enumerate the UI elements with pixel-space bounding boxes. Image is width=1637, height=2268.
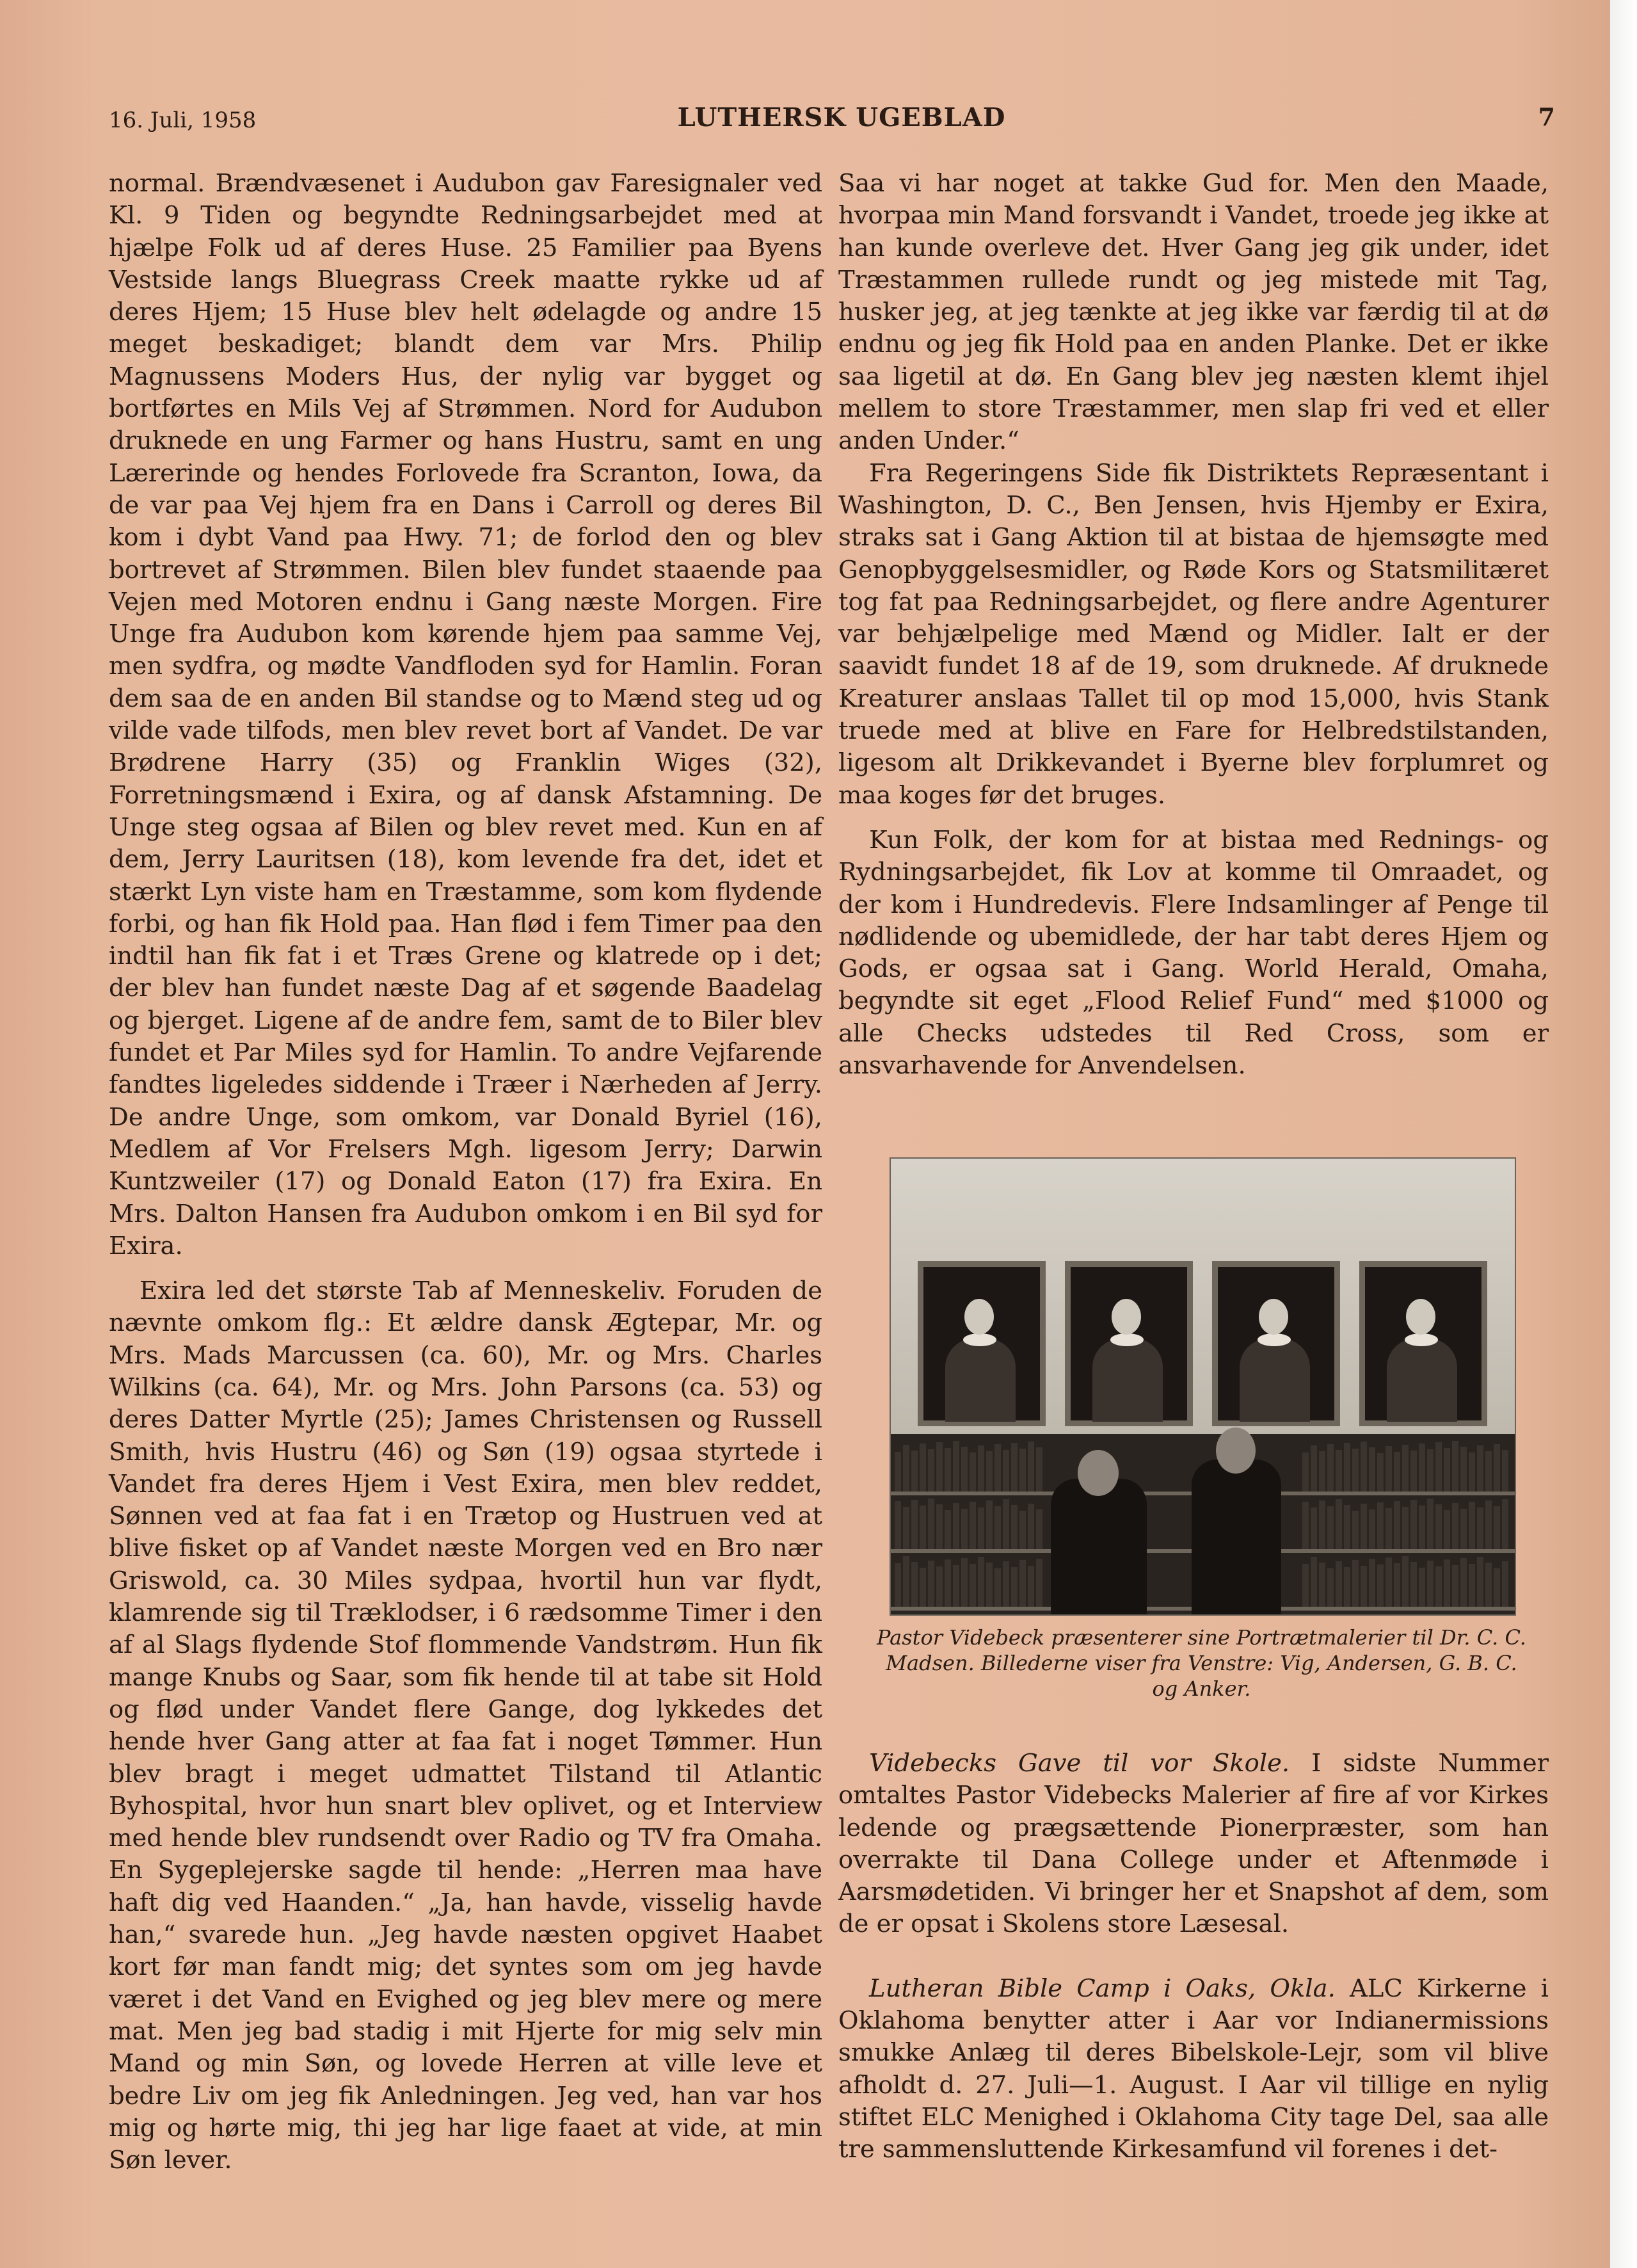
book-spine <box>1435 1504 1442 1549</box>
book-spine <box>1444 1510 1450 1549</box>
portrait-frame <box>1359 1261 1487 1426</box>
book-spine <box>1452 1565 1458 1607</box>
book-spine <box>1319 1563 1325 1607</box>
article-paragraph: Exira led det største Tab af Menneskeliv. Foruden de nævnte omkom flg.: Et ældre dansk Ægtepar, Mr. og Mrs. Mads Marcussen (ca. 60), Mr. og Mrs. Charles Wilkins (ca. 64), Mr. og Mrs. John Parsons (ca. 53) og deres Datter Myrtle (25); James Christensen og Russell Smith, hvis Hustru (46) og Søn (19) ogsaa styrtede i Vandet fra deres Hjem i Vest Exira, men blev reddet, Sønnen ved at faa fat i en Trætop og Hustruen ved at blive fisket op af Vandet næste Morgen ved en Bro nær Griswold, ca. 30 Miles sydpaa, hvortil hun var flydt, klamrende sig til Træklodser, i 6 rædsomme Timer i den af al Slags flydende Stof flommende Vandstrøm. Hun fik mange Knubs og Saar, som fik hende til at tabe sit Hold og flød under Vandet flere Gange, dog lykkedes det hende hver Gang atter at faa fat i noget Tømmer. Hun blev bragt i meget udmattet Tilstand til Atlantic Byhospital, hvor hun snart blev oplivet, og et Interview med hende blev rundsendt over Radio og TV fra Omaha. En Sygeplejerske sagde til hende: „Herren maa have haft dig ved Haanden.“ „Ja, han havde, visselig havde han,“ svarede hun. „Jeg havde næsten opgivet Haabet kort før man fandt mig; det syntes som om jeg havde været i det Vand en Evighed og jeg blev mere og mere mat. Men jeg bad stadig i mit Hjerte for mig selv min Mand og min Søn, og lovede Herren at ville leve et bedre Liv om jeg fik Anledningen. Jeg ved, han var hos mig og hørte mig, thi jeg har lige faaet at vide, at min Søn lever. <box>109 1276 822 2175</box>
book-spine <box>1377 1564 1384 1607</box>
book-spine <box>1377 1453 1384 1492</box>
book-spine <box>1410 1451 1417 1492</box>
book-spine <box>920 1506 926 1549</box>
book-spine <box>1502 1499 1508 1549</box>
book-spine <box>1028 1442 1034 1492</box>
book-spine <box>1036 1447 1042 1492</box>
book-spine <box>1394 1501 1400 1549</box>
paragraph-body: I sidste Nummer omtaltes Pastor Videbecks Malerier af fire af vor Kirkes ledende og prægsættende Pionerpræster, som han overrakte til Dana College under et Aftenmøde i Aarsmødetiden. Vi bringer her et Snapshot af dem, som de er opsat i Skolens store Læsesal. <box>838 1749 1549 1939</box>
book-spine <box>1427 1499 1433 1549</box>
book-spine <box>1452 1441 1458 1492</box>
book-spine <box>1377 1502 1384 1549</box>
paragraph-body: ALC Kirkerne i Oklahoma benytter atter i Aar vor Indianermissions smukke Anlæg til deres Bibelskole-Lejr, som vil blive afholdt d. 27. Juli—1. August. I Aar vil tillige en nylig stiftet ELC Menighed i Oklahoma City tage Del, saa alle tre sammensluttende Kirkesamfund vil forenes i det- <box>838 1974 1549 2164</box>
book-spine <box>1302 1452 1309 1492</box>
book-spine <box>961 1447 968 1492</box>
book-spine <box>986 1451 993 1492</box>
page-number: 7 <box>1538 102 1555 131</box>
book-spine <box>1494 1506 1500 1549</box>
book-spine <box>970 1452 976 1492</box>
article-paragraph <box>838 1748 1549 1941</box>
book-spine <box>986 1500 993 1549</box>
pastor-figure <box>1051 1479 1147 1614</box>
book-spine <box>1427 1449 1433 1492</box>
book-spine <box>1469 1502 1475 1549</box>
book-spine <box>1477 1445 1483 1492</box>
book-spine <box>911 1500 918 1549</box>
book-spine <box>1419 1506 1425 1549</box>
book-spine <box>1402 1556 1409 1607</box>
photo-caption: Pastor Videbeck præsenterer sine Portrætmalerier til Dr. C. C. Madsen. Billederne viser fra Venstre: Vig, Andersen, G. B. C. og Anker. <box>877 1625 1526 1701</box>
book-spine <box>1485 1500 1492 1549</box>
book-spine <box>1369 1447 1375 1492</box>
book-spine <box>928 1449 934 1492</box>
book-spine <box>1502 1561 1508 1607</box>
book-spine <box>1003 1561 1009 1607</box>
book-spine <box>903 1556 909 1607</box>
book-spine <box>1485 1563 1492 1607</box>
book-spine <box>936 1566 943 1607</box>
book-spine <box>1394 1563 1400 1607</box>
book-spine <box>1385 1557 1392 1607</box>
issue-date: 16. Juli, 1958 <box>109 108 257 133</box>
book-spine <box>1003 1450 1009 1492</box>
book-spine <box>1419 1444 1425 1492</box>
book-spine <box>1311 1557 1317 1607</box>
article-paragraph: Fra Regeringens Side fik Distriktets Repræsentant i Washington, D. C., Ben Jensen, hvis Hjemby er Exira, straks sat i Gang Aktion til at bistaa de hjemsøgte med Genopbyggelsesmidler, og Røde Kors og Statsmilitæret tog fat paa Redningsarbejdet, og flere andre Agenturer var behjælpelige med Mænd og Midler. Ialt er der saavidt fundet 18 af de 19, som druknede. Af druknede Kreaturer anslaas Tallet til op mod 15,000, hvis Stank truede med at blive en Fare for Helbredstilstanden, ligesom alt Drikkevandet i Byerne blev forplumret og maa koges før det bruges. <box>838 458 1549 810</box>
book-spine <box>936 1442 943 1492</box>
article-paragraph: Kun Folk, der kom for at bistaa med Rednings- og Rydningsarbejdet, fik Lov at komme til Omraadet, og der kom i Hundredevis. Flere Indsamlinger af Penge til nødlidende og ubemidlede, der har tabt deres Hjem og Gods, er ogsaa sat i Gang. World Herald, Omaha, begyndte sit eget „Flood Relief Fund“ med $1000 og alle Checks udstedes til Red Cross, som er ansvarhavende for Anvendelsen. <box>838 825 1549 1081</box>
book-spine <box>911 1562 918 1607</box>
book-spine <box>1460 1558 1467 1607</box>
book-spine <box>1444 1559 1450 1607</box>
book-spine <box>1011 1505 1018 1549</box>
scan-border <box>1610 0 1637 2268</box>
book-spine <box>1385 1508 1392 1549</box>
book-spine <box>1460 1509 1467 1549</box>
book-spine <box>1028 1566 1034 1607</box>
book-spine <box>936 1504 943 1549</box>
book-spine <box>1385 1446 1392 1492</box>
book-spine <box>1460 1447 1467 1492</box>
book-spine <box>1019 1449 1026 1492</box>
book-spine <box>970 1502 976 1549</box>
portrait-frame <box>1065 1261 1193 1426</box>
book-spine <box>1311 1445 1317 1492</box>
book-spine <box>1327 1506 1334 1549</box>
book-spine <box>978 1445 984 1492</box>
book-spine <box>1361 1504 1367 1549</box>
book-spine <box>1427 1561 1433 1607</box>
book-spine <box>953 1441 959 1492</box>
book-spine <box>895 1563 901 1607</box>
book-spine <box>1361 1566 1367 1607</box>
book-spine <box>895 1452 901 1492</box>
book-spine <box>911 1451 918 1492</box>
book-spine <box>1327 1568 1334 1607</box>
book-spine <box>920 1444 926 1492</box>
madsen-figure <box>1192 1460 1281 1614</box>
pastor-head <box>1078 1450 1119 1496</box>
book-spine <box>1402 1445 1409 1492</box>
book-spine <box>994 1506 1001 1549</box>
book-spine <box>1036 1559 1042 1607</box>
article-paragraph: normal. Brændvæsenet i Audubon gav Faresignaler ved Kl. 9 Tiden og begyndte Redningsarbejdet med at hjælpe Folk ud af deres Huse. 25 Familier paa Byens Vestside langs Bluegrass Creek maatte rykke ud af deres Hjem; 15 Huse blev helt ødelagde og andre 15 meget beskadiget; blandt dem var Mrs. Philip Magnussens Moders Hus, der nylig var bygget og bortførtes en Mils Vej af Strømmen. Nord for Audubon druknede en ung Farmer og hans Hustru, samt en ung Lærerinde og hendes Forlovede fra Scranton, Iowa, da de var paa Vej hjem fra en Dans i Carroll og deres Bil kom i dybt Vand paa Hwy. 71; de forlod den og blev bortrevet af Strømmen. Bilen blev fundet staaende paa Vejen med Motoren endnu i Gang næste Morgen. Fire Unge fra Audubon kom kørende hjem paa samme Vej, men sydfra, og mødte Vandfloden syd for Hamlin. Foran dem saa de en anden Bil standse og to Mænd steg ud og vilde vade tilfods, men blev revet bort af Vandet. De var Brødrene Harry (35) og Franklin Wiges (32), Forretningsmænd i Exira, og af dansk Afstamning. De Unge steg ogsaa af Bilen og blev revet med. Kun en af dem, Jerry Lauritsen (18), kom levende fra det, idet et stærkt Lyn viste ham en Træstamme, som kom flydende forbi, og han fik Hold paa. Han flød i fem Timer paa den indtil han fik fat i et Træs Grene og klatrede op i det; der blev han fundet næste Dag af et søgende Baadelag og bjerget. Ligene af de andre fem, samt de to Biler blev fundet et Par Miles syd for Hamlin. To andre Vejfarende fandtes ligeledes siddende i Træer i Nærheden af Jerry. De andre Unge, som omkom, var Donald Byriel (16), Medlem af Vor Frelsers Mgh. ligesom Jerry; Darwin Kuntzweiler (17) og Donald Eaton (17) fra Exira. En Mrs. Dalton Hansen fra Audubon omkom i en Bil syd for Exira. <box>109 169 822 1260</box>
book-spine <box>1361 1442 1367 1492</box>
section-heading: Lutheran Bible Camp i Oaks, Okla. <box>869 1974 1336 2003</box>
madsen-head <box>1216 1428 1256 1474</box>
book-spine <box>1410 1500 1417 1549</box>
book-spine <box>1444 1448 1450 1492</box>
book-spine <box>945 1448 951 1492</box>
book-spine <box>970 1564 976 1607</box>
book-spine <box>994 1568 1001 1607</box>
book-spine <box>1028 1504 1034 1549</box>
book-spine <box>994 1444 1001 1492</box>
book-spine <box>903 1507 909 1549</box>
book-spine <box>895 1501 901 1549</box>
book-spine <box>1319 1451 1325 1492</box>
article-paragraph <box>838 1973 1549 2166</box>
book-spine <box>1469 1452 1475 1492</box>
book-spine <box>1302 1564 1309 1607</box>
book-spine <box>1302 1502 1309 1549</box>
book-spine <box>1311 1508 1317 1549</box>
book-spine <box>945 1510 951 1549</box>
portrait-photo <box>890 1157 1516 1616</box>
article-paragraph: Saa vi har noget at takke Gud for. Men den Maade, hvorpaa min Mand forsvandt i Vandet, troede jeg ikke at han kunde overleve det. Hver Gang jeg gik under, idet Træstammen rullede rundt og jeg mistede mit Tag, husker jeg, at jeg tænkte at jeg ikke var færdig til at dø endnu og jeg fik Hold paa en anden Planke. Det er ikke saa ligetil at dø. En Gang blev jeg næsten klemt ihjel mellem to store Træstammer, men slap fri ved et eller anden Under.“ <box>838 169 1549 456</box>
book-spine <box>1336 1561 1342 1607</box>
book-spine <box>928 1499 934 1549</box>
book-spine <box>1485 1451 1492 1492</box>
section-heading: Videbecks Gave til vor Skole. <box>869 1749 1290 1778</box>
book-spine <box>953 1565 959 1607</box>
book-spine <box>1336 1499 1342 1549</box>
book-spine <box>1327 1444 1334 1492</box>
portrait-frame <box>918 1261 1046 1426</box>
book-spine <box>1319 1500 1325 1549</box>
page-header <box>109 102 1574 141</box>
book-spine <box>961 1558 968 1607</box>
book-spine <box>1477 1508 1483 1549</box>
book-spine <box>1019 1511 1026 1549</box>
book-spine <box>1003 1499 1009 1549</box>
book-spine <box>1394 1452 1400 1492</box>
book-spine <box>1352 1511 1359 1549</box>
book-spine <box>1344 1443 1350 1492</box>
book-spine <box>1011 1567 1018 1607</box>
book-spine <box>1494 1444 1500 1492</box>
book-spine <box>1435 1566 1442 1607</box>
book-spine <box>1419 1568 1425 1607</box>
right-column-lower <box>838 1748 1549 2166</box>
book-spine <box>978 1557 984 1607</box>
book-spine <box>1435 1442 1442 1492</box>
book-spine <box>1469 1564 1475 1607</box>
book-spine <box>1402 1507 1409 1549</box>
book-spine <box>903 1445 909 1492</box>
book-spine <box>1452 1503 1458 1549</box>
book-spine <box>928 1561 934 1607</box>
book-spine <box>1477 1557 1483 1607</box>
book-spine <box>1369 1509 1375 1549</box>
book-spine <box>986 1563 993 1607</box>
book-spine <box>961 1509 968 1549</box>
book-spine <box>1369 1559 1375 1607</box>
book-spine <box>1011 1443 1018 1492</box>
book-spine <box>1344 1567 1350 1607</box>
book-spine <box>953 1503 959 1549</box>
book-spine <box>1494 1568 1500 1607</box>
book-spine <box>1352 1449 1359 1492</box>
book-spine <box>945 1559 951 1607</box>
publication-title: LUTHERSK UGEBLAD <box>677 102 1006 133</box>
right-column <box>838 168 1549 1082</box>
book-spine <box>1019 1560 1026 1607</box>
book-spine <box>978 1508 984 1549</box>
book-spine <box>1352 1560 1359 1607</box>
book-spine <box>1336 1450 1342 1492</box>
book-spine <box>920 1568 926 1607</box>
book-spine <box>1502 1450 1508 1492</box>
left-column <box>109 168 822 2176</box>
portrait-frame <box>1212 1261 1340 1426</box>
book-spine <box>1344 1505 1350 1549</box>
book-spine <box>1036 1509 1042 1549</box>
book-spine <box>1410 1562 1417 1607</box>
